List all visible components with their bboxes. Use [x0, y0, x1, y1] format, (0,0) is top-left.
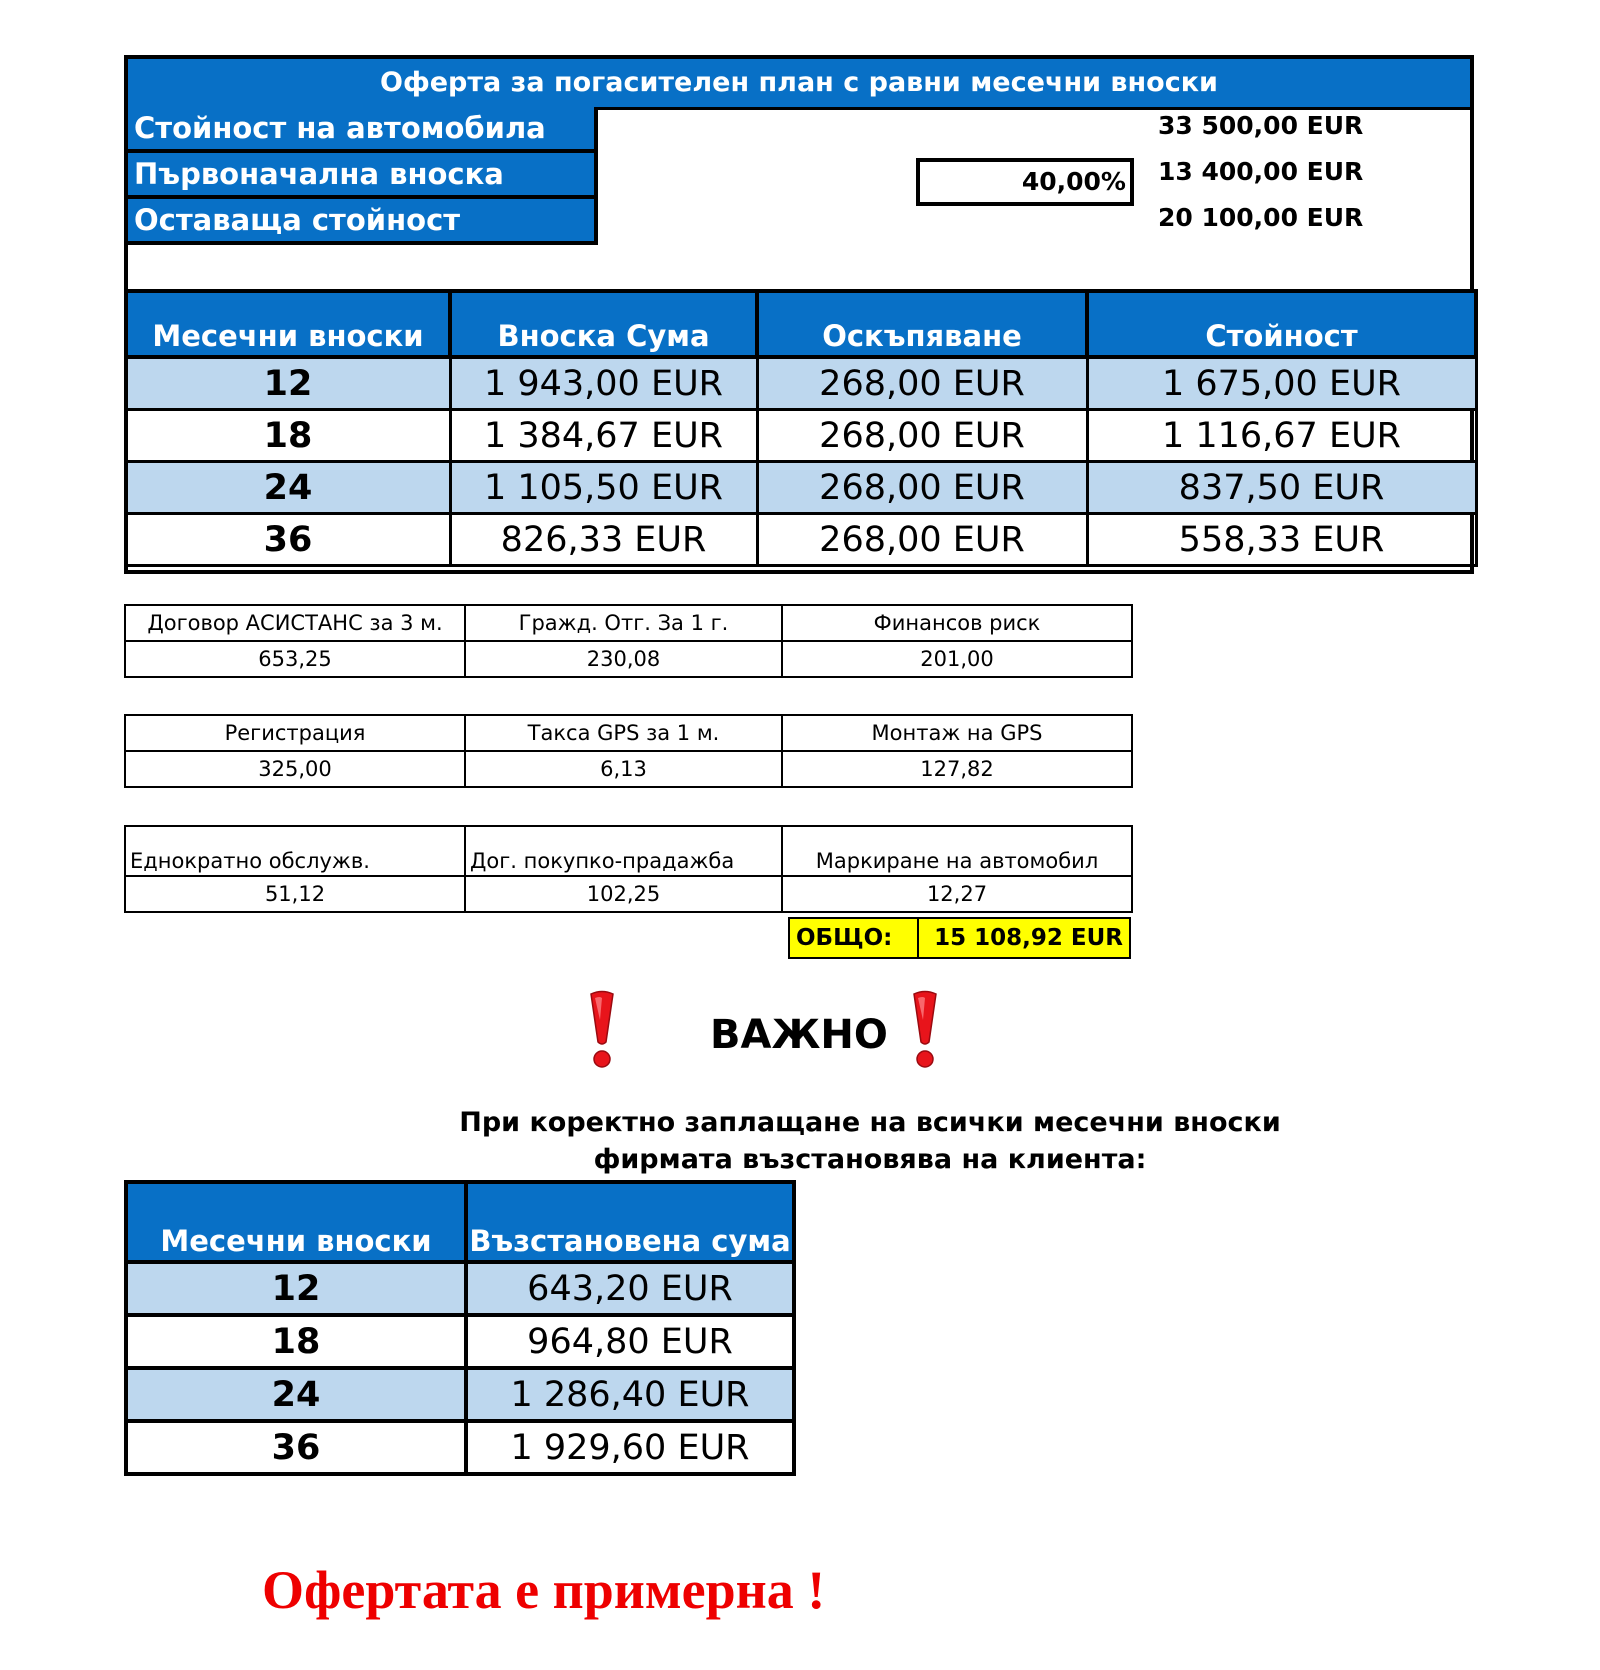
months-cell: 18	[126, 1315, 466, 1368]
installment-cell: 1 943,00 EUR	[450, 357, 757, 410]
value-cell: 558,33 EUR	[1087, 514, 1476, 566]
offer-title: Оферта за погасителен план с равни месечни вноски	[128, 59, 1470, 110]
months-cell: 18	[126, 410, 450, 462]
important-title: ВАЖНО	[710, 1012, 888, 1058]
total-value: 15 108,92 EUR	[934, 925, 1123, 951]
car-value-amount: 33 500,00 EUR	[1158, 111, 1364, 140]
total-divider	[917, 919, 919, 957]
restored-amount-cell: 1 286,40 EUR	[466, 1368, 794, 1421]
table-row	[126, 462, 1476, 514]
cost-label: Монтаж на GPS	[782, 715, 1132, 751]
cost-value: 51,12	[125, 876, 465, 912]
cost-value-row	[125, 641, 1132, 677]
cost-value: 230,08	[465, 641, 782, 677]
cost-table-2	[124, 714, 1133, 788]
disclaimer-text: Офертата е примерна !	[262, 1560, 826, 1620]
cost-value-row	[125, 751, 1132, 787]
installment-cell: 826,33 EUR	[450, 514, 757, 566]
markup-cell: 268,00 EUR	[757, 357, 1087, 410]
down-payment-percent: 40,00%	[916, 158, 1134, 206]
value-cell: 837,50 EUR	[1087, 462, 1476, 514]
car-value-label: Стойност на автомобила	[128, 107, 598, 153]
cost-value: 127,82	[782, 751, 1132, 787]
table-header-row	[126, 1182, 794, 1262]
offer-panel	[124, 55, 1474, 574]
exclamation-icon	[905, 990, 945, 1070]
installment-cell: 1 105,50 EUR	[450, 462, 757, 514]
restored-amount-cell: 964,80 EUR	[466, 1315, 794, 1368]
value-cell: 1 116,67 EUR	[1087, 410, 1476, 462]
cost-label: Договор АСИСТАНС за 3 м.	[125, 605, 465, 641]
cost-label-row	[125, 715, 1132, 751]
restored-amount-cell: 1 929,60 EUR	[466, 1421, 794, 1474]
table-row	[126, 357, 1476, 410]
cost-label: Еднократно обслужв.	[125, 826, 465, 876]
exclamation-icon	[582, 990, 622, 1070]
table-header-row	[126, 291, 1476, 357]
months-cell: 24	[126, 462, 450, 514]
cost-value: 653,25	[125, 641, 465, 677]
cost-value: 6,13	[465, 751, 782, 787]
installment-plan-table	[124, 289, 1478, 567]
months-cell: 24	[126, 1368, 466, 1421]
months-cell: 12	[126, 357, 450, 410]
cost-label-row	[125, 605, 1132, 641]
markup-cell: 268,00 EUR	[757, 514, 1087, 566]
total-box	[788, 917, 1131, 959]
header-value: Стойност	[1087, 291, 1476, 357]
header-installment-amount: Вноска Сума	[450, 291, 757, 357]
table-row	[126, 1368, 794, 1421]
months-cell: 12	[126, 1262, 466, 1315]
markup-cell: 268,00 EUR	[757, 410, 1087, 462]
header-months: Месечни вноски	[126, 291, 450, 357]
cost-label: Финансов риск	[782, 605, 1132, 641]
table-row	[126, 410, 1476, 462]
value-cell: 1 675,00 EUR	[1087, 357, 1476, 410]
total-label: ОБЩО:	[796, 925, 893, 951]
cost-label: Гражд. Отг. За 1 г.	[465, 605, 782, 641]
down-payment-label: Първоначална вноска	[128, 153, 598, 199]
cost-value: 201,00	[782, 641, 1132, 677]
header-markup: Оскъпяване	[757, 291, 1087, 357]
cost-value-row	[125, 876, 1132, 912]
table-row	[126, 1315, 794, 1368]
header-restored-amount: Възстановена сума	[466, 1182, 794, 1262]
remaining-value-amount: 20 100,00 EUR	[1158, 203, 1364, 232]
cost-label: Такса GPS за 1 м.	[465, 715, 782, 751]
table-row	[126, 1262, 794, 1315]
cost-label: Регистрация	[125, 715, 465, 751]
installment-cell: 1 384,67 EUR	[450, 410, 757, 462]
restored-amount-table	[124, 1180, 796, 1476]
table-row	[126, 514, 1476, 566]
cost-table-1	[124, 604, 1133, 678]
markup-cell: 268,00 EUR	[757, 462, 1087, 514]
important-text-line: фирмата възстановява на клиента:	[593, 1144, 1147, 1175]
months-cell: 36	[126, 514, 450, 566]
header-months: Месечни вноски	[126, 1182, 466, 1262]
important-text	[420, 1104, 1320, 1178]
cost-value: 325,00	[125, 751, 465, 787]
restored-amount-cell: 643,20 EUR	[466, 1262, 794, 1315]
table-row	[126, 1421, 794, 1474]
cost-label: Маркиране на автомобил	[782, 826, 1132, 876]
down-payment-amount: 13 400,00 EUR	[1158, 157, 1364, 186]
cost-label-row	[125, 826, 1132, 876]
cost-value: 12,27	[782, 876, 1132, 912]
important-text-line: При коректно заплащане на всички месечни вноски	[459, 1107, 1281, 1138]
cost-label: Дог. покупко-прадажба	[465, 826, 782, 876]
months-cell: 36	[126, 1421, 466, 1474]
cost-table-3	[124, 825, 1133, 913]
cost-value: 102,25	[465, 876, 782, 912]
remaining-value-label: Оставаща стойност	[128, 199, 598, 245]
